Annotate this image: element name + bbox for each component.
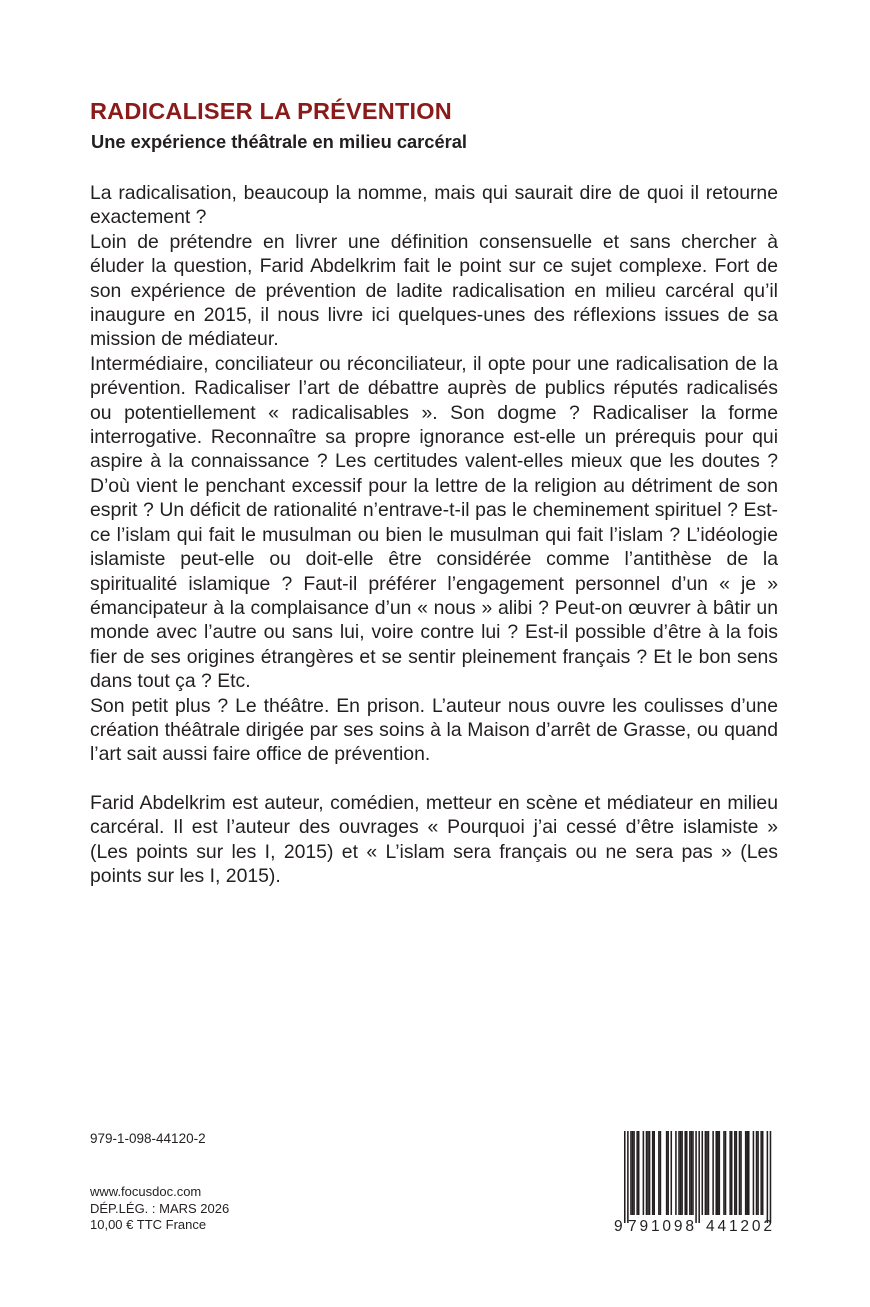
barcode-bar: [705, 1131, 707, 1215]
barcode-bar: [675, 1131, 677, 1215]
barcode-bar: [736, 1131, 738, 1215]
legal-deposit: DÉP.LÉG. : MARS 2026: [90, 1200, 230, 1216]
barcode-digits-right: 441202: [706, 1218, 772, 1233]
barcode-bar: [746, 1131, 748, 1215]
barcode-bar: [760, 1131, 762, 1215]
barcode-bar: [739, 1131, 741, 1215]
author-bio: Farid Abdelkrim est auteur, comédien, metteur en scène et médiateur en milieu carcéral. Il est l’auteur des ouvrages « Pourquoi j’ai cessé d’être islamiste » (Les points sur les I, 2015) et « L’islam sera français ou ne sera pas » (Les points sur les I, 2015).: [90, 791, 778, 887]
barcode-bar: [712, 1131, 714, 1215]
barcode-bar: [731, 1131, 733, 1215]
barcode-bars: [624, 1131, 771, 1223]
price: 10,00 € TTC France: [90, 1217, 207, 1232]
barcode-bar: [633, 1131, 635, 1215]
barcode-bar: [692, 1131, 694, 1215]
book-subtitle: Une expérience théâtrale en milieu carcéral: [91, 131, 467, 152]
blurb-paragraph-2: Loin de prétendre en livrer une définition consensuelle et sans chercher à éluder la question, Farid Abdelkrim fait le point sur ce sujet complexe. Fort de son expérience de prévention de ladite radicalisation en milieu carcéral qu’il inaugure en 2015, il nous livre ici quelques-unes des réflexions issues de sa mission de médiateur.: [90, 230, 778, 351]
publisher-website: www.focusdoc.com: [90, 1184, 202, 1199]
barcode-bar: [740, 1131, 742, 1215]
barcode-bar: [652, 1131, 654, 1215]
barcode-bar: [671, 1131, 673, 1215]
isbn-number: 979-1-098-44120-2: [90, 1131, 206, 1146]
barcode-bar: [666, 1131, 668, 1215]
barcode-bar: [702, 1131, 704, 1215]
barcode-bar: [667, 1131, 669, 1215]
barcode-bar: [725, 1131, 727, 1215]
barcode-bar: [770, 1131, 772, 1223]
barcode-bar: [715, 1131, 717, 1215]
barcode-bar: [638, 1131, 640, 1215]
barcode-bar: [636, 1131, 638, 1215]
barcode-bar: [745, 1131, 747, 1215]
barcode-bar: [767, 1131, 769, 1223]
barcode-bar: [658, 1131, 660, 1215]
blurb-paragraph-3: Intermédiaire, conciliateur ou réconciliateur, il opte pour une radicalisation de la prévention. Radicaliser l’art de débattre auprès de publics réputés radicalisés ou potentiellement « radicalisables ». Son dogme ? Radicaliser la forme interrogative. Reconnaître sa propre ignorance est-elle un prérequis pour qui aspire à la connaissance ? Les certitudes valent-elles mieux que les doutes ? D’où vient le penchant excessif pour la lettre de la religion au détriment de son esprit ? Un déficit de rationalité n’entrave-t-il pas le cheminement spirituel ? Est-ce l’islam qui fait le musulman ou bien le musulman qui fait l’islam ? L’idéologie islamiste peut-elle ou doit-elle être considérée comme l’antithèse de la spiritualité islamique ? Faut-il préférer l’engagement personnel d’un « je » émancipateur à la complaisance d’un « nous » alibi ? Peut-on œuvrer à bâtir un monde avec l’autre ou sans lui, voire contre lui ? Est-il possible d’être à la fois fier de ses origines étrangères et se sentir pleinement français ? Et le bon sens dans tout ça ? Etc.: [90, 352, 778, 693]
barcode-bar: [646, 1131, 648, 1215]
publisher-info: [90, 1184, 229, 1234]
barcode-bar: [684, 1131, 686, 1215]
barcode-bar: [649, 1131, 651, 1215]
barcode-bar: [753, 1131, 755, 1215]
barcode-bar: [647, 1131, 649, 1215]
barcode-bar: [632, 1131, 634, 1215]
barcode-bar: [695, 1131, 697, 1223]
barcode-bar: [689, 1131, 691, 1215]
barcode-bar: [678, 1131, 680, 1215]
barcode-bar: [643, 1131, 645, 1215]
barcode-bar: [748, 1131, 750, 1215]
barcode-bar: [681, 1131, 683, 1215]
blurb-paragraph-1: La radicalisation, beaucoup la nomme, mais qui saurait dire de quoi il retourne exactement ?: [90, 182, 778, 229]
barcode-digits-left: 791098: [628, 1218, 694, 1233]
book-title: RADICALISER LA PRÉVENTION: [90, 98, 452, 124]
barcode-bar: [624, 1131, 626, 1223]
back-cover-blurb: [90, 181, 778, 888]
barcode-bar: [723, 1131, 725, 1215]
barcode-bar: [719, 1131, 721, 1215]
barcode-bar: [686, 1131, 688, 1215]
barcode-bar: [653, 1131, 655, 1215]
isbn-barcode: [612, 1131, 778, 1233]
barcode-bar: [717, 1131, 719, 1215]
barcode-bar: [680, 1131, 682, 1215]
barcode-bar: [691, 1131, 693, 1215]
barcode-bar: [706, 1131, 708, 1215]
barcode-bar: [729, 1131, 731, 1215]
barcode-bar: [627, 1131, 629, 1223]
barcode-bar: [734, 1131, 736, 1215]
barcode-bar: [630, 1131, 632, 1215]
barcode-bar: [756, 1131, 758, 1215]
barcode-bar: [698, 1131, 700, 1223]
barcode-bar: [660, 1131, 662, 1215]
barcode-bar: [757, 1131, 759, 1215]
blurb-paragraph-4: Son petit plus ? Le théâtre. En prison. L’auteur nous ouvre les coulisses d’une création théâtrale dirigée par ses soins à la Maison d’arrêt de Grasse, ou quand l’art sait aussi faire office de prévention.: [90, 694, 778, 766]
barcode-bar: [762, 1131, 764, 1215]
barcode-digit-first: 9: [614, 1218, 623, 1233]
barcode-bar: [708, 1131, 710, 1215]
